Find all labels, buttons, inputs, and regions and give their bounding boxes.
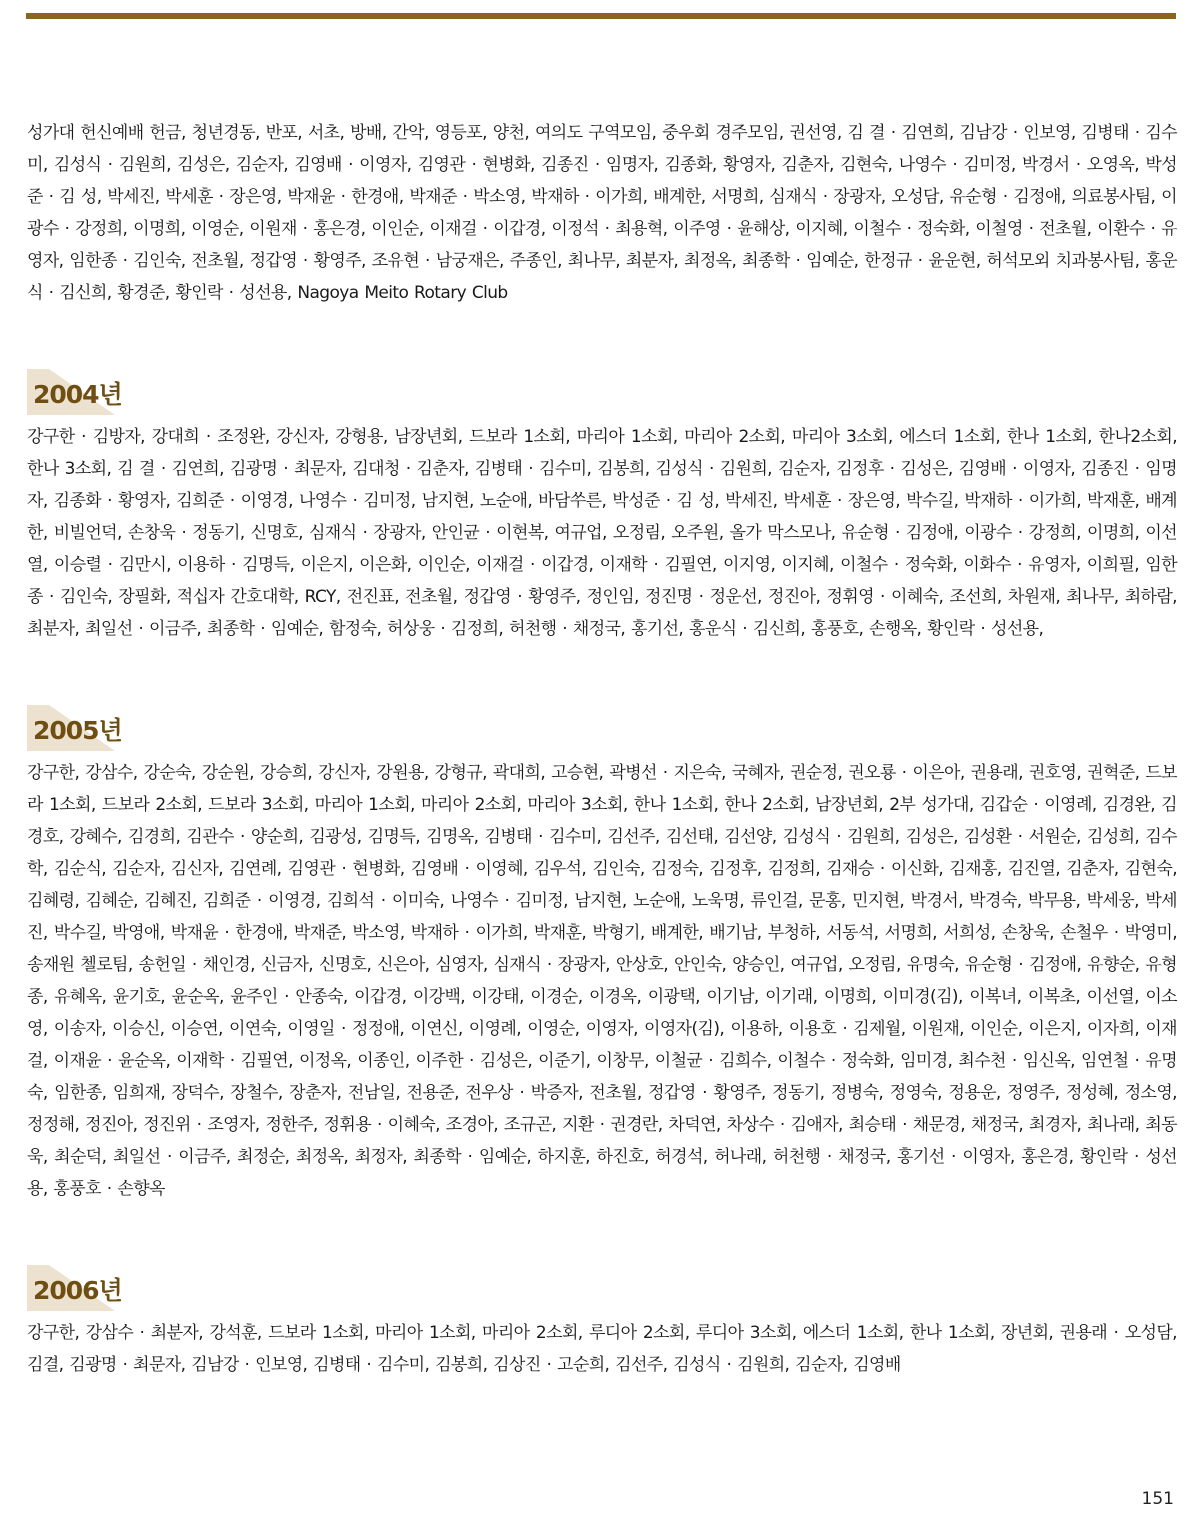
section-2006-paragraph: 강구한, 강삼수 · 최분자, 강석훈, 드보라 1소회, 마리아 1소회, 마리아 2소회, 루디아 2소회, 루디아 3소회, 에스더 1소회, 한나 1소회, 장년회, 권용래 · 오성담, 김결, 김광명 · 최문자, 김남강 · 인보영, 김병태 · 김수미, 김봉희, 김상진 · 고순희, 김선주, 김성식 · 김원희, 김순자, 김영배 (27, 1323, 1177, 1375)
page-number: 151 (1141, 1489, 1174, 1509)
page-content (27, 117, 1177, 1381)
year-label: 2005년 (33, 716, 122, 745)
intro-paragraph: 성가대 헌신예배 헌금, 청년경동, 반포, 서초, 방배, 간악, 영등포, 양천, 여의도 구역모임, 중우회 경주모임, 권선영, 김 결 · 김연희, 김남강 · 인보영, 김병태 · 김수미, 김성식 · 김원희, 김성은, 김순자, 김영배 · 이영자, 김영관 · 현병화, 김종진 · 임명자, 김종화, 황영자, 김춘자, 김현숙, 나영수 · 김미정, 박경서 · 오영옥, 박성준 · 김 성, 박세진, 박세훈 · 장은영, 박재윤 · 한경애, 박재준 · 박소영, 박재하 · 이가희, 배계한, 서명희, 심재식 · 장광자, 오성담, 유순형 · 김정애, 의료봉사팀, 이광수 · 강정희, 이명희, 이영순, 이원재 · 홍은경, 이인순, 이재걸 · 이갑경, 이정석 · 최용혁, 이주영 · 윤해상, 이지혜, 이철수 · 정숙화, 이철영 · 전초월, 이환수 · 유영자, 임한종 · 김인숙, 전초월, 정갑영 · 황영주, 조유현 · 남궁재은, 주종인, 최나무, 최분자, 최정옥, 최종학 · 임예순, 한정규 · 윤운현, 허석모외 치과봉사팀, 홍운식 · 김신희, 황경준, 황인락 · 성선용, Nagoya Meito Rotary Club (27, 123, 1177, 303)
year-heading-2006 (27, 1265, 1177, 1311)
section-2005-paragraph: 강구한, 강삼수, 강순숙, 강순원, 강승희, 강신자, 강원용, 강형규, 곽대희, 고승현, 곽병선 · 지은숙, 국혜자, 권순정, 권오룡 · 이은아, 권용래, 권호영, 권혁준, 드보라 1소회, 드보라 2소회, 드보라 3소회, 마리아 1소회, 마리아 2소회, 마리아 3소회, 한나 1소회, 한나 2소회, 남장년회, 2부 성가대, 김갑순 · 이영례, 김경완, 김경호, 강혜수, 김경희, 김관수 · 양순희, 김광성, 김명득, 김명옥, 김병태 · 김수미, 김선주, 김선태, 김선양, 김성식 · 김원희, 김성은, 김성환 · 서원순, 김성희, 김수학, 김순식, 김순자, 김신자, 김연례, 김영관 · 현병화, 김영배 · 이영혜, 김우석, 김인숙, 김정숙, 김정후, 김정희, 김재승 · 이신화, 김재홍, 김진열, 김춘자, 김현숙, 김혜령, 김혜순, 김혜진, 김희준 · 이영경, 김희석 · 이미숙, 나영수 · 김미정, 남지현, 노순애, 노욱명, 류인걸, 문홍, 민지현, 박경서, 박경숙, 박무용, 박세웅, 박세진, 박수길, 박영애, 박재윤 · 한경애, 박재준, 박소영, 박재하 · 이가희, 박재훈, 박형기, 배계한, 배기남, 부청하, 서동석, 서명희, 서희성, 손창욱, 손철우 · 박영미, 송재원 첼로팀, 송헌일 · 채인경, 신금자, 신명호, 신은아, 심영자, 심재식 · 장광자, 안상호, 안인숙, 양승인, 여규업, 오정림, 유명숙, 유순형 · 김정애, 유향순, 유형종, 유혜옥, 윤기호, 윤순옥, 윤주인 · 안종숙, 이갑경, 이강백, 이강태, 이경순, 이경옥, 이광택, 이기남, 이기래, 이명희, 이미경(김), 이복녀, 이복초, 이선열, 이소영, 이송자, 이승신, 이승연, 이연숙, 이영일 · 정정애, 이연신, 이영례, 이영순, 이영자, 이영자(김), 이용하, 이용호 · 김제월, 이원재, 이인순, 이은지, 이자희, 이재걸, 이재윤 · 윤순옥, 이재학 · 김필연, 이정옥, 이종인, 이주한 · 김성은, 이준기, 이창무, 이철균 · 김희수, 이철수 · 정숙화, 임미경, 최수천 · 임신옥, 임연철 · 유명숙, 임한종, 임희재, 장덕수, 장철수, 장춘자, 전남일, 전용준, 전우상 · 박증자, 전초월, 정갑영 · 황영주, 정동기, 정병숙, 정영숙, 정용운, 정영주, 정성혜, 정소영, 정정해, 정진아, 정진위 · 조영자, 정한주, 정휘용 · 이혜숙, 조경아, 조규곤, 지환 · 권경란, 차덕연, 차상수 · 김애자, 최승태 · 채문경, 채정국, 최경자, 최나래, 최동욱, 최순덕, 최일선 · 이금주, 최정순, 최정옥, 최정자, 최종학 · 임예순, 하지훈, 하진호, 허경석, 허나래, 허천행 · 채정국, 홍기선 · 이영자, 홍은경, 황인락 · 성선용, 홍풍호 · 손향옥 (27, 763, 1177, 1199)
section-2004-paragraph: 강구한 · 김방자, 강대희 · 조정완, 강신자, 강형용, 남장년회, 드보라 1소회, 마리아 1소회, 마리아 2소회, 마리아 3소회, 에스더 1소회, 한나 1소회, 한나2소회, 한나 3소회, 김 결 · 김연희, 김광명 · 최문자, 김대청 · 김춘자, 김병태 · 김수미, 김봉희, 김성식 · 김원희, 김순자, 김정후 · 김성은, 김영배 · 이영자, 김종진 · 임명자, 김종화 · 황영자, 김희준 · 이영경, 나영수 · 김미정, 남지현, 노순애, 바담쑤른, 박성준 · 김 성, 박세진, 박세훈 · 장은영, 박수길, 박재하 · 이가희, 박재훈, 배계한, 비빌언덕, 손창욱 · 정동기, 신명호, 심재식 · 장광자, 안인균 · 이현복, 여규업, 오정림, 오주원, 올가 막스모나, 유순형 · 김정애, 이광수 · 강정희, 이명희, 이선열, 이승렬 · 김만시, 이용하 · 김명득, 이은지, 이은화, 이인순, 이재걸 · 이갑경, 이재학 · 김필연, 이지영, 이지혜, 이철수 · 정숙화, 이화수 · 유영자, 이희필, 임한종 · 김인숙, 장필화, 적십자 간호대학, RCY, 전진표, 전초월, 정갑영 · 황영주, 정인임, 정진명 · 정운선, 정진아, 정휘영 · 이혜숙, 조선희, 차원재, 최나무, 최하람, 최분자, 최일선 · 이금주, 최종학 · 임예순, 함정숙, 허상웅 · 김정희, 허천행 · 채정국, 홍기선, 홍운식 · 김신희, 홍풍호, 손행옥, 황인락 · 성선용, (27, 427, 1177, 639)
year-heading-2004 (27, 369, 1177, 415)
top-rule (26, 13, 1176, 19)
year-label: 2006년 (33, 1276, 122, 1305)
year-label: 2004년 (33, 380, 122, 409)
year-heading-2005 (27, 705, 1177, 751)
